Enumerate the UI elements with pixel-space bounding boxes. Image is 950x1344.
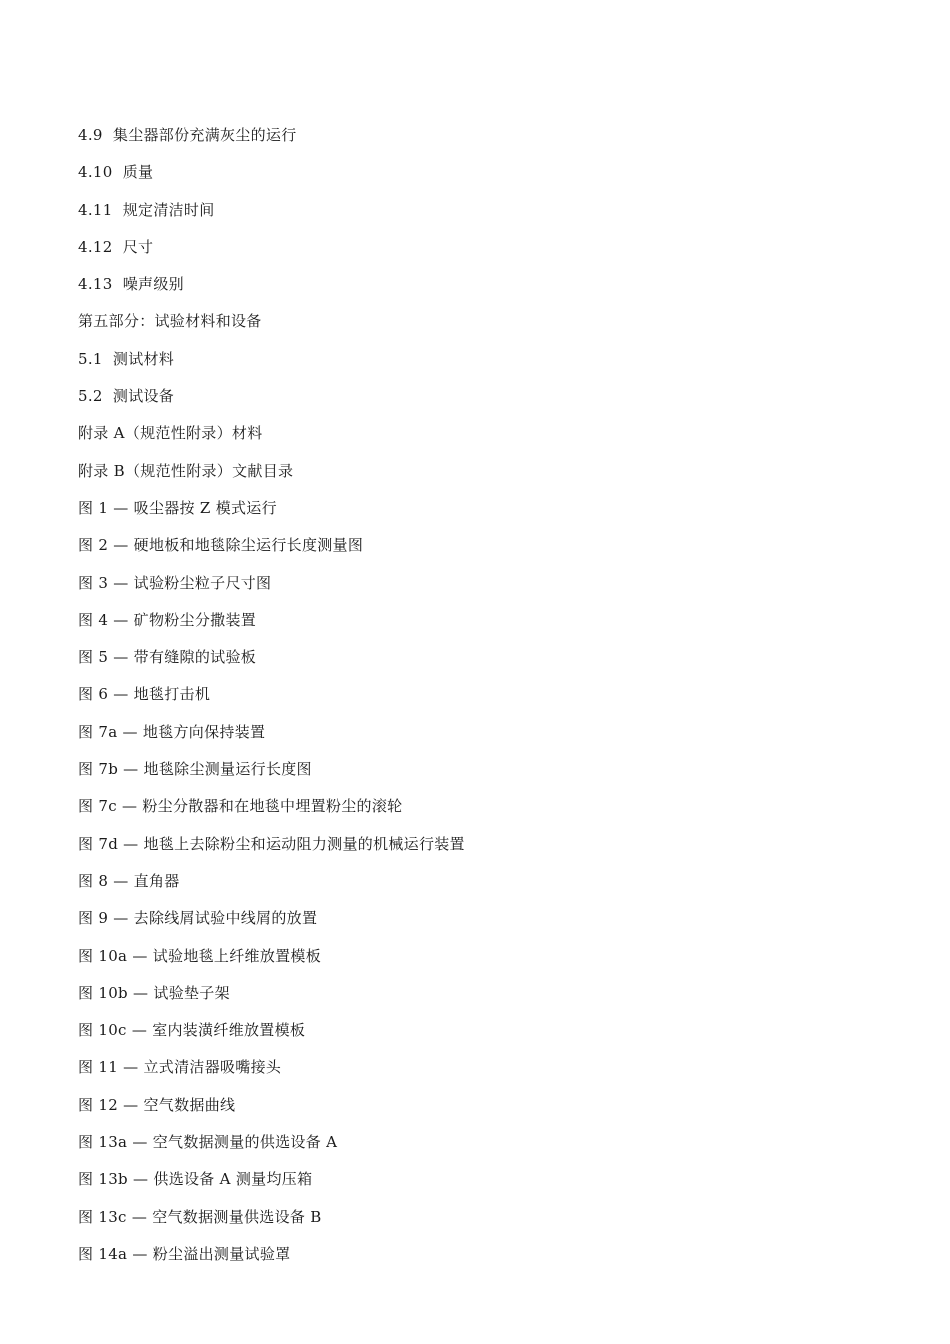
toc-entry-figure-4: 图 4 — 矿物粉尘分撒装置 (78, 610, 257, 629)
toc-entry-figure-13b: 图 13b — 供选设备 A 测量均压箱 (78, 1170, 313, 1189)
toc-entry-figure-5: 图 5 — 带有缝隙的试验板 (78, 648, 257, 667)
toc-entry-figure-7b: 图 7b — 地毯除尘测量运行长度图 (78, 760, 312, 779)
toc-entry-figure-7d: 图 7d — 地毯上去除粉尘和运动阻力测量的机械运行装置 (78, 834, 465, 853)
toc-entry-figure-2: 图 2 — 硬地板和地毯除尘运行长度测量图 (78, 536, 364, 555)
toc-entry-figure-10a: 图 10a — 试验地毯上纤维放置模板 (78, 946, 322, 965)
toc-entry-part-5: 第五部分：试验材料和设备 (78, 312, 262, 331)
toc-entry-figure-10c: 图 10c — 室内装潢纤维放置模板 (78, 1021, 306, 1040)
toc-entry-figure-1: 图 1 — 吸尘器按 Z 模式运行 (78, 498, 277, 517)
toc-entry-4-9: 4.9 集尘器部份充满灰尘的运行 (78, 126, 297, 144)
toc-entry-figure-9: 图 9 — 去除线屑试验中线屑的放置 (78, 909, 318, 928)
toc-entry-figure-8: 图 8 — 直角器 (78, 871, 180, 890)
toc-entry-figure-6: 图 6 — 地毯打击机 (78, 685, 211, 704)
toc-entry-figure-7a: 图 7a — 地毯方向保持装置 (78, 722, 266, 741)
toc-entry-appendix-b: 附录 B（规范性附录）文献目录 (78, 461, 294, 480)
toc-entry-figure-10b: 图 10b — 试验垫子架 (78, 983, 230, 1002)
table-of-contents (78, 124, 465, 1280)
toc-entry-figure-13a: 图 13a — 空气数据测量的供选设备 A (78, 1133, 338, 1152)
toc-entry-figure-12: 图 12 — 空气数据曲线 (78, 1095, 236, 1114)
toc-entry-figure-3: 图 3 — 试验粉尘粒子尺寸图 (78, 573, 272, 592)
toc-entry-figure-11: 图 11 — 立式清洁器吸嘴接头 (78, 1058, 282, 1077)
toc-entry-5-1: 5.1 测试材料 (78, 349, 175, 368)
toc-entry-appendix-a: 附录 A（规范性附录）材料 (78, 424, 263, 443)
toc-entry-figure-13c: 图 13c — 空气数据测量供选设备 B (78, 1207, 322, 1226)
toc-entry-5-2: 5.2 测试设备 (78, 387, 175, 406)
toc-entry-4-11: 4.11 规定清洁时间 (78, 200, 215, 219)
toc-entry-4-10: 4.10 质量 (78, 163, 154, 182)
toc-entry-4-12: 4.12 尺寸 (78, 237, 154, 256)
toc-entry-4-13: 4.13 噪声级别 (78, 275, 184, 294)
toc-entry-figure-14a: 图 14a — 粉尘溢出测量试验罩 (78, 1244, 291, 1263)
toc-entry-figure-7c: 图 7c — 粉尘分散器和在地毯中埋置粉尘的滚轮 (78, 797, 403, 816)
